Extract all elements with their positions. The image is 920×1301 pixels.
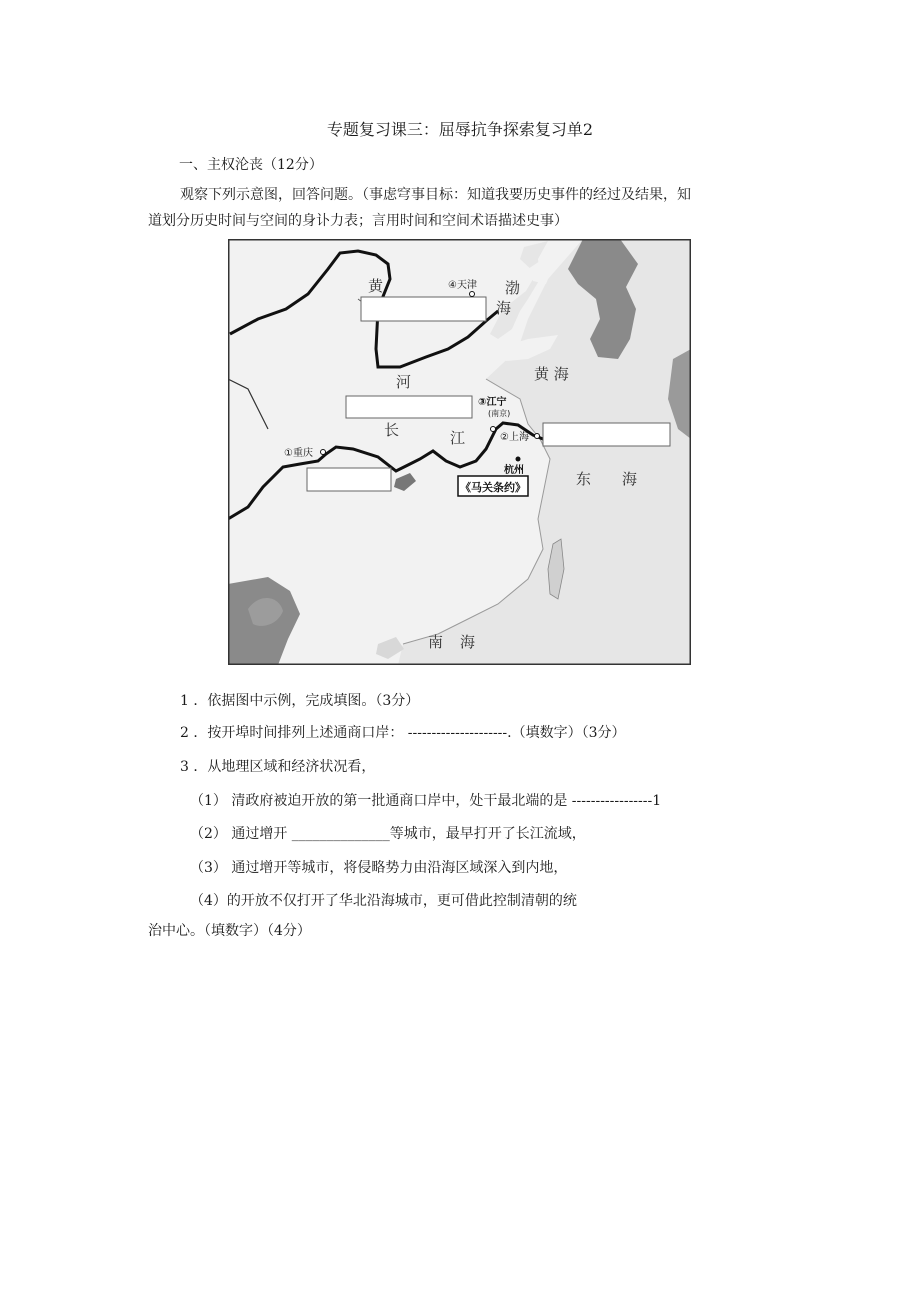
sea-label-huang: 黄: [368, 277, 384, 295]
question-3: 3 ．从地理区域和经济状况看，: [180, 759, 376, 775]
question-1: 1 ．依据图中示例，完成填图。（3分）: [180, 693, 420, 709]
intro-line-2: 道划分历史时间与空间的身讣力表；言用时间和空间术语描述史事）: [148, 213, 568, 229]
sea-label-nanhai-hai: 海: [460, 633, 476, 651]
question-3-4: （4）的开放不仅打开了华北沿海城市，更可借此控制清朝的统: [190, 893, 577, 909]
question-3-3: （3） 通过增开等城市，将侵略势力由沿海区域深入到内地，: [190, 860, 568, 876]
nanjing-dot: [491, 427, 496, 432]
china-coast-map: [228, 239, 691, 665]
section-heading: 一、主权沦丧（12分）: [179, 157, 323, 173]
answer-box-3[interactable]: [543, 423, 670, 446]
answer-box-2[interactable]: [346, 396, 472, 418]
page-title: 专题复习课三：屈辱抗争探索复习单2: [326, 120, 594, 139]
city-label-jiangning: ③江宁: [478, 397, 507, 408]
sea-label-huanghai: 黄 海: [534, 365, 569, 383]
river-label-jiang: 江: [450, 429, 466, 447]
question-3-end: 治中心。（填数字）（4分）: [148, 923, 311, 939]
shanghai-dot: [535, 434, 540, 439]
city-label-chongqing: ①重庆: [284, 448, 313, 459]
city-label-tianjin: ④天津: [448, 280, 477, 291]
question-3-1: （1） 清政府被迫开放的第一批通商口岸中，处干最北端的是 -----------------1: [190, 793, 662, 809]
river-label-chang: 长: [384, 421, 400, 439]
sea-label-nan: 南: [428, 633, 444, 651]
sea-label-bo: 渤: [505, 279, 521, 297]
sea-label-donghai-hai: 海: [622, 470, 638, 488]
question-3-2: （2） 通过增开 ______________等城市，最早打开了长江流域，: [190, 826, 586, 842]
tianjin-dot: [470, 292, 475, 297]
answer-box-4[interactable]: [307, 468, 391, 491]
hangzhou-dot: [516, 457, 521, 462]
sea-label-dong: 东: [576, 470, 592, 488]
chongqing-dot: [321, 450, 326, 455]
intro-line-1: 观察下列示意图，回答问题。（事虑穹事目标：知道我要历史事件的经过及结果，知: [180, 187, 691, 203]
city-label-nanjing: (南京): [488, 409, 511, 418]
city-label-shanghai: ②上海: [500, 432, 529, 443]
question-2: 2 ．按开埠时间排列上述通商口岸： ---------------------.（填数字）（3分）: [180, 725, 626, 741]
river-label-he: 河: [396, 373, 412, 391]
sea-label-hai-a: 海: [496, 299, 512, 317]
treaty-label: 《马关条约》: [460, 481, 526, 494]
city-label-hangzhou: 杭州: [504, 465, 524, 476]
answer-box-1[interactable]: [361, 297, 486, 321]
